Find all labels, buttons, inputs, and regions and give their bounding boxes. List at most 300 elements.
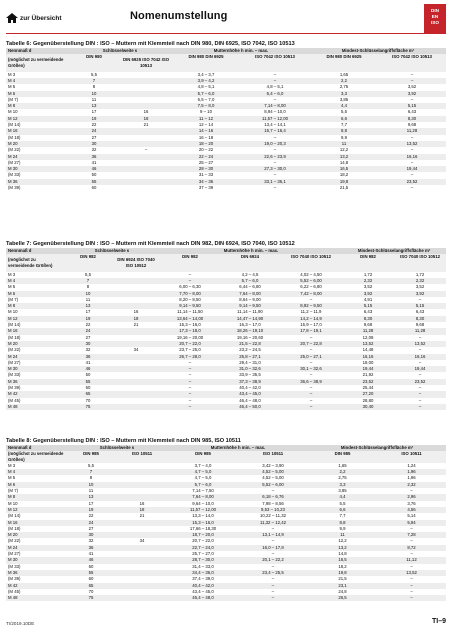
table-cell: 21,92 bbox=[362, 372, 374, 378]
table-row bbox=[6, 404, 446, 410]
table-cell bbox=[112, 404, 160, 410]
table-cell: – bbox=[271, 588, 275, 594]
table-cell: 5,15 bbox=[342, 303, 394, 309]
table-cell: (M 14) bbox=[8, 322, 21, 328]
table-cell: 4,4 bbox=[310, 103, 378, 109]
table-cell: 13,1 – 14,9 bbox=[238, 532, 308, 538]
table-cell: 11 bbox=[310, 141, 378, 147]
table-cell: 22 bbox=[88, 513, 94, 519]
table-cell: 34 – 36 bbox=[172, 179, 240, 185]
table-cell: 4,8 – 5,1 bbox=[197, 84, 215, 90]
table-cell: 6,43 bbox=[407, 109, 417, 115]
table-cell: 24 bbox=[66, 520, 116, 526]
table-cell: 32 bbox=[88, 538, 94, 544]
table-cell: 7 bbox=[66, 469, 116, 475]
table-cell: 11,14 – 11,90 bbox=[237, 309, 263, 315]
table-cell: 7,64 – 8,00 bbox=[168, 494, 238, 500]
table-cell: 8,30 bbox=[378, 116, 446, 122]
table-cell: 15,9 – 17,0 bbox=[300, 322, 322, 328]
table-cell: 60 bbox=[91, 185, 97, 191]
table-cell: 27,3 – 30,0 bbox=[240, 166, 310, 172]
table-cell: 11,2 – 11,9 bbox=[300, 309, 322, 315]
table-cell: 19,0 – 20,3 bbox=[240, 141, 310, 147]
table-cell: 17 bbox=[85, 309, 91, 315]
table-cell: 3,92 bbox=[394, 291, 446, 297]
table-cell: (M 33) bbox=[8, 372, 21, 378]
table-cell: 7,14 – 8,00 bbox=[240, 103, 310, 109]
table-cell: 41 bbox=[88, 551, 94, 557]
table-cell: – bbox=[410, 525, 413, 531]
table-cell: – bbox=[273, 71, 277, 77]
table-cell: 13 bbox=[64, 303, 112, 309]
table-cell: 22 bbox=[85, 322, 91, 328]
table-cell: – bbox=[271, 551, 275, 557]
table-cell: M 48 bbox=[6, 595, 66, 601]
table-cell: 9,14 – 9,50 bbox=[160, 303, 220, 309]
table-cell: – bbox=[273, 147, 277, 153]
table-cell: 4,52 – 5,00 bbox=[238, 469, 308, 475]
table-cell: 36,6 – 38,9 bbox=[280, 379, 342, 385]
table-cell: 30 bbox=[64, 341, 112, 347]
table-cell: – bbox=[410, 71, 414, 77]
table-cell: 5,7 – 6,0 bbox=[168, 482, 238, 488]
table-7-title: Tabelle 7: Gegenüberstellung DIN : ISO – Muttern mit Klemmteil nach DIN 982, DIN 6924, ISO 7040, ISO 10512 bbox=[6, 241, 295, 247]
table-cell: (M 45) bbox=[8, 397, 21, 403]
table-cell: 21,5 bbox=[338, 576, 347, 582]
table-cell: 7,98 – 8,56 bbox=[262, 500, 284, 506]
din-en-iso-badge: DIN EN ISO bbox=[424, 4, 446, 34]
table-cell: 65 bbox=[66, 583, 116, 589]
table-cell: – bbox=[418, 372, 422, 378]
table-cell: 9,53 – 10,23 bbox=[238, 507, 308, 513]
table-cell: 8,30 bbox=[394, 316, 446, 322]
table-cell: 34 bbox=[139, 538, 145, 544]
table-cell: 5,52 – 6,00 bbox=[238, 482, 308, 488]
table-cell: 41 bbox=[91, 159, 97, 165]
table-cell: – bbox=[160, 391, 220, 397]
table-cell: 16 – 18 bbox=[198, 134, 214, 140]
table-cell: 11,28 bbox=[342, 328, 394, 334]
table-cell: 18,26 – 19,10 bbox=[220, 328, 280, 334]
table-cell: 8,94 – 10,0 bbox=[264, 109, 286, 115]
table-cell: 36 bbox=[68, 154, 120, 160]
table-cell: 6,44 – 6,80 bbox=[239, 284, 261, 290]
table-cell: – bbox=[238, 595, 308, 601]
table-cell: M 5 bbox=[8, 84, 16, 90]
table-cell: 21 bbox=[139, 513, 145, 519]
table-cell: 3,9 – 4,2 bbox=[172, 78, 240, 84]
table-cell: 19 bbox=[66, 507, 116, 513]
table-cell: 13,3 – 14,0 bbox=[192, 513, 214, 519]
table-cell: 1,65 bbox=[338, 462, 347, 468]
table-cell: 7,7 bbox=[339, 513, 346, 519]
table-cell: 22 – 24 bbox=[172, 154, 240, 160]
table-cell: 1,72 bbox=[415, 271, 425, 277]
table-cell: 4,52 – 5,00 bbox=[262, 475, 284, 481]
table-cell: – bbox=[273, 134, 277, 140]
table-cell: M 16 bbox=[6, 328, 64, 334]
table-cell: 8,8 bbox=[310, 128, 378, 134]
table-cell: 46 bbox=[68, 166, 120, 172]
table-cell: 16,16 bbox=[394, 354, 446, 360]
table-cell: 2,96 bbox=[377, 494, 446, 500]
table-cell: – bbox=[418, 359, 422, 365]
table-cell: 10 bbox=[68, 91, 120, 97]
table-cell: 1,96 bbox=[407, 475, 416, 481]
table-cell: 10,22 – 11,32 bbox=[260, 513, 286, 519]
table-row bbox=[6, 185, 446, 191]
table-cell: 16,3 – 17,0 bbox=[239, 322, 261, 328]
table-cell: – bbox=[410, 185, 414, 191]
table-cell: 14,48 bbox=[362, 347, 374, 353]
table-cell: 25,0 – 27,1 bbox=[280, 354, 342, 360]
home-link[interactable] bbox=[6, 13, 62, 23]
table-cell: 25,44 bbox=[362, 385, 374, 391]
table-cell: – bbox=[144, 147, 148, 153]
table-cell: – bbox=[410, 159, 414, 165]
table-cell: 29,4 – 31,0 bbox=[239, 359, 261, 365]
table-cell: – bbox=[309, 334, 313, 340]
table-cell: 18,2 bbox=[338, 563, 347, 569]
table-cell: – bbox=[394, 391, 446, 397]
table-row bbox=[6, 595, 446, 601]
table-cell: 5,4 – 6,0 bbox=[240, 91, 310, 97]
table-cell: M 10 bbox=[8, 109, 18, 115]
table-cell: 13,4 – 14,1 bbox=[264, 122, 286, 128]
table-cell: – bbox=[309, 385, 313, 391]
table-cell: 9,64 – 10,0 bbox=[192, 500, 214, 506]
table-cell: – bbox=[271, 488, 275, 494]
table-cell: (M 14) bbox=[8, 122, 21, 128]
table-cell: M 12 bbox=[6, 507, 66, 513]
table-cell: – bbox=[378, 78, 446, 84]
table-cell: 13 bbox=[66, 494, 116, 500]
table-cell: 9,68 bbox=[407, 122, 417, 128]
table-cell: – bbox=[271, 576, 275, 582]
table-cell: 30,1 – 32,6 bbox=[280, 366, 342, 372]
table-cell: 46 bbox=[64, 366, 112, 372]
table-cell: – bbox=[240, 78, 310, 84]
table-cell: 4,2 – 4,5 bbox=[241, 271, 259, 277]
table-cell: (M 18) bbox=[8, 334, 21, 340]
table-cell: 3,76 bbox=[407, 500, 416, 506]
table-cell: – bbox=[410, 488, 413, 494]
table-6-title: Tabelle 6: Gegenüberstellung DIN : ISO – Muttern mit Klemmteil nach DIN 980, DIN 6925, ISO 7042, ISO 10513 bbox=[6, 41, 295, 47]
table-cell: 30,40 bbox=[342, 404, 394, 410]
table-cell: 60 bbox=[88, 576, 94, 582]
table-8-title: Tabelle 8: Gegenüberstellung DIN : ISO – Muttern mit Klemmteil nach DIN 985, ISO 10511 bbox=[6, 438, 241, 444]
table-cell: 18,7 – 20,0 bbox=[168, 532, 238, 538]
table-cell: 27 bbox=[85, 334, 91, 340]
table-cell: – bbox=[271, 538, 275, 544]
table-cell: 16 bbox=[143, 109, 149, 115]
table-cell: M 6 bbox=[6, 91, 68, 97]
table-cell: 6,18 – 6,76 bbox=[238, 494, 308, 500]
table-cell: 41 bbox=[85, 359, 91, 365]
table-cell: 2,2 bbox=[310, 78, 378, 84]
table-cell: 5,52 – 6,00 bbox=[280, 278, 342, 284]
table-cell: 1,24 bbox=[407, 462, 416, 468]
table-cell: 75 bbox=[64, 404, 112, 410]
table-cell: 12 – 14 bbox=[198, 122, 214, 128]
table-cell: 21,5 bbox=[339, 185, 349, 191]
table-6: Nennmaß d Schlüsselweite s Mutternhöhe h min. – max. Mindest-Schlüsselangriffsfläche m² (möglichst zu vermeidende Größen) DIN 980 DIN 6925 ISO 7042 ISO 10513 DIN 980 DIN 6925 ISO 7042 ISO 10513 DIN 980 DIN 6925 ISO 7042 ISO 10513 M 3 5,5 3,4 – 3,7 – 1,65 – M 4 7 3,9 – 4,2 – 2,2 – M 5 8 4,8 – 5,1 4,8 – 5,1 2,75 3,52 M 6 10 5,7 – 6,0 5,4 – 6,0 3,3 3,92 (M 7) 11 6,5 – 7,0 – 3,85 – M 8 13 7,5 – 8,0 7,14 – 8,00 4,4 5,15 M 10 17 16 9 – 10 8,94 – 10,0 5,5 6,43 M 12 19 18 11 – 12 11,57 – 12,00 6,6 8,30 (M 14) 22 21 12 – 14 13,4 – 14,1 7,7 9,68 M 16 24 14 – 16 15,7 – 16,4 8,8 11,28 (M 18) 27 16 – 18 – 9,9 – M 20 30 18 – 20 19,0 – 20,3 11 13,52 (M 22) 32 – 20 – 22 – 12,2 – M 24 36 22 – 24 22,6 – 23,9 13,2 16,16 (M 27) 41 25 – 27 – 14,8 – M 30 46 28 – 30 27,3 – 30,0 16,5 19,44 (M 33) 50 31 – 33 – 18,2 – M 36 55 34 – 36 33,1 – 36,1 19,8 23,52 (M 39) 60 37 – 39 – 21,5 – bbox=[6, 48, 446, 191]
table-cell: (M 7) bbox=[8, 96, 19, 102]
table-cell: 19,16 – 20,00 bbox=[176, 334, 204, 340]
table-cell: M 16 bbox=[6, 128, 68, 134]
table-cell: 20,7 – 22,0 bbox=[192, 538, 214, 544]
table-cell: M 42 bbox=[6, 391, 64, 397]
table-cell: 30 bbox=[68, 141, 120, 147]
table-cell: 36 bbox=[64, 354, 112, 360]
table-cell: 20 – 22 bbox=[198, 147, 214, 153]
table-cell: 13,2 bbox=[310, 154, 378, 160]
table-cell: 20,7 – 22,8 bbox=[280, 341, 342, 347]
table-cell: 4,02 – 4,50 bbox=[300, 271, 322, 277]
table-cell: 19,8 bbox=[308, 570, 377, 576]
table-cell: 27 bbox=[91, 134, 97, 140]
table-cell: 24 bbox=[64, 328, 112, 334]
table-cell: M 20 bbox=[6, 341, 64, 347]
table-cell: M 12 bbox=[6, 116, 68, 122]
table-cell: – bbox=[410, 563, 413, 569]
table-cell: 32 bbox=[85, 347, 91, 353]
table-cell: 2,32 bbox=[394, 278, 446, 284]
table-cell: 11,32 – 12,42 bbox=[238, 520, 308, 526]
table-cell: (M 22) bbox=[8, 347, 21, 353]
table-cell: (M 27) bbox=[8, 359, 21, 365]
table-cell: 40,4 – 42,0 bbox=[168, 583, 238, 589]
table-cell: 13,52 bbox=[378, 141, 446, 147]
table-cell: – bbox=[280, 404, 342, 410]
table-cell: 19 bbox=[68, 116, 120, 122]
table-cell: (M 7) bbox=[8, 296, 19, 302]
table-cell: 5,5 bbox=[85, 271, 91, 277]
table-cell: M 4 bbox=[6, 278, 64, 284]
table-cell: (M 45) bbox=[8, 588, 21, 594]
table-cell: 6,43 bbox=[415, 309, 425, 315]
table-cell: 40,4 – 42,0 bbox=[239, 385, 261, 391]
table-cell: 3,85 bbox=[338, 488, 347, 494]
table-cell: 13,52 bbox=[342, 341, 394, 347]
table-cell: 16,5 bbox=[310, 166, 378, 172]
table-cell: – bbox=[188, 372, 192, 378]
table-cell: M 24 bbox=[6, 154, 68, 160]
table-cell: M 16 bbox=[6, 520, 66, 526]
table-cell: 26,7 – 28,0 bbox=[160, 354, 220, 360]
table-cell: – bbox=[273, 185, 277, 191]
table-cell: 8 bbox=[89, 475, 93, 481]
table-cell: 8,30 bbox=[342, 316, 394, 322]
table-cell: 16 bbox=[139, 500, 145, 506]
table-cell: 22,6 – 23,9 bbox=[240, 154, 310, 160]
table-cell: 11 bbox=[88, 488, 94, 494]
table-cell: 16,16 bbox=[378, 154, 446, 160]
table-cell: 19,8 bbox=[310, 179, 378, 185]
table-cell: 3,7 – 4,0 bbox=[194, 462, 212, 468]
table-cell: M 30 bbox=[6, 366, 64, 372]
table-cell: – bbox=[410, 576, 413, 582]
table-cell: – bbox=[410, 96, 414, 102]
table-cell: 17 bbox=[88, 500, 94, 506]
table-cell: – bbox=[160, 404, 220, 410]
footer-doc-id: TI/2019.10DE bbox=[6, 621, 35, 626]
table-cell: 5,5 bbox=[341, 109, 347, 115]
table-cell: 6,00 – 6,30 bbox=[179, 284, 201, 290]
table-cell: 50 bbox=[85, 372, 91, 378]
table-cell: 14,2 – 14,9 bbox=[280, 316, 342, 322]
table-cell: 34 bbox=[133, 347, 139, 353]
table-cell: 3,52 bbox=[415, 284, 425, 290]
table-cell: 9,9 bbox=[341, 134, 347, 140]
table-cell: 30 bbox=[66, 532, 116, 538]
table-cell: 28,7 – 30,0 bbox=[168, 557, 238, 563]
table-cell: 13,52 bbox=[377, 570, 446, 576]
table-cell: M 10 bbox=[8, 500, 18, 506]
table-cell: 18 – 20 bbox=[172, 141, 240, 147]
table-8: Nennmaß d Schlüsselweite s Mutternhöhe h min. – max. Mindest-Schlüsselangriffsfläche m² (möglichst zu vermeidende Größen) DIN 985 ISO 10511 DIN 985 ISO 10511 DIN 985 ISO 10511 M 3 5,5 3,7 – 4,0 3,42 – 3,90 1,65 1,24 M 4 7 4,7 – 5,0 4,52 – 5,00 2,2 1,96 M 5 8 4,7 – 5,0 4,52 – 5,00 2,75 1,96 M 6 10 5,7 – 6,0 5,52 – 6,00 3,3 2,32 (M 7) 11 7,14 – 7,50 – 3,85 – M 8 13 7,64 – 8,00 6,18 – 6,76 4,4 2,96 M 10 17 16 9,64 – 10,0 7,98 – 8,56 5,5 3,76 M 12 19 18 11,57 – 12,00 9,53 – 10,23 6,6 4,56 (M 14) 22 21 13,3 – 14,0 10,22 – 11,32 7,7 5,14 M 16 24 15,3 – 16,0 11,32 – 12,42 8,8 5,94 (M 18) 27 17,66 – 18,30 – 9,9 – M 20 30 18,7 – 20,0 13,1 – 14,9 11 7,28 (M 22) 32 34 20,7 – 22,0 – 12,2 – M 24 36 22,7 – 24,0 16,0 – 17,8 13,2 8,72 (M 27) 41 25,7 – 27,0 – 14,8 – M 30 46 28,7 – 30,0 20,1 – 22,2 16,5 11,12 (M 33) 50 31,4 – 33,0 – 18,2 – M 36 55 34,4 – 36,0 23,4 – 25,5 19,8 13,52 (M 39) 60 37,4 – 39,0 – 21,5 – M 42 65 40,4 – 42,0 – 23,1 – (M 45) 70 43,4 – 45,0 – 24,8 – M 48 75 46,4 – 48,0 – 26,5 – bbox=[6, 445, 446, 601]
table-cell: 11,28 bbox=[394, 328, 446, 334]
table-cell: – bbox=[273, 159, 277, 165]
table-cell: 18,2 bbox=[339, 172, 349, 178]
table-cell: 11,12 bbox=[377, 557, 446, 563]
table-cell: – bbox=[410, 538, 413, 544]
table-cell: – bbox=[309, 372, 313, 378]
table-cell: M 3 bbox=[8, 71, 16, 77]
table-cell: 14,8 bbox=[338, 551, 347, 557]
table-8-section bbox=[6, 437, 446, 601]
table-cell: 55 bbox=[66, 570, 116, 576]
table-cell: 4,7 – 5,0 bbox=[194, 475, 212, 481]
table-cell: 37 – 39 bbox=[198, 185, 214, 191]
table-cell: 13 bbox=[68, 103, 120, 109]
table-cell: 5,5 bbox=[339, 500, 346, 506]
table-cell: 25,7 – 27,0 bbox=[192, 551, 214, 557]
table-cell: – bbox=[418, 397, 422, 403]
table-cell: 11 bbox=[308, 532, 377, 538]
table-cell: 75 bbox=[66, 595, 116, 601]
table-cell: 1,96 bbox=[377, 469, 446, 475]
table-cell: M 5 bbox=[8, 475, 16, 481]
table-cell: 11 – 12 bbox=[172, 116, 240, 122]
table-cell: – bbox=[160, 379, 220, 385]
table-cell: – bbox=[271, 525, 275, 531]
table-cell: – bbox=[280, 391, 342, 397]
table-cell bbox=[116, 595, 168, 601]
table-cell: (M 18) bbox=[8, 134, 21, 140]
home-link-label: zur Übersicht bbox=[20, 14, 62, 22]
table-cell: M 5 bbox=[8, 284, 16, 290]
table-cell: 37,3 – 38,9 bbox=[220, 379, 280, 385]
table-cell: – bbox=[273, 96, 277, 102]
table-cell: 50 bbox=[91, 172, 97, 178]
table-cell: 13,52 bbox=[394, 341, 446, 347]
table-cell: 21 bbox=[133, 322, 139, 328]
table-cell: 8,8 bbox=[308, 520, 377, 526]
table-cell: 6,5 – 7,0 bbox=[197, 96, 215, 102]
table-cell: 14 – 16 bbox=[172, 128, 240, 134]
table-cell: 7,7 bbox=[341, 122, 347, 128]
table-cell: 8,92 – 9,50 bbox=[280, 303, 342, 309]
table-cell: (M 27) bbox=[8, 159, 21, 165]
table-cell: M 24 bbox=[6, 545, 66, 551]
table-cell: 70 bbox=[88, 588, 94, 594]
table-cell: M 30 bbox=[6, 166, 68, 172]
table-cell: M 36 bbox=[6, 179, 68, 185]
table-cell: 50 bbox=[88, 563, 94, 569]
table-cell: – bbox=[410, 588, 413, 594]
table-cell: 3,52 bbox=[407, 84, 417, 90]
table-cell: 22 bbox=[91, 122, 97, 128]
table-cell: 6,6 bbox=[308, 507, 377, 513]
table-cell: M 4 bbox=[6, 78, 68, 84]
table-cell: 4,91 bbox=[363, 296, 373, 302]
header-divider bbox=[6, 33, 446, 34]
table-cell: 22,7 – 24,0 bbox=[168, 545, 238, 551]
table-cell: 60 bbox=[85, 385, 91, 391]
table-cell: M 8 bbox=[6, 494, 66, 500]
table-cell: 12,08 bbox=[362, 334, 374, 340]
table-cell: 18 bbox=[120, 116, 172, 122]
table-cell: 46,4 – 50,0 bbox=[220, 404, 280, 410]
table-cell: 18 bbox=[112, 316, 160, 322]
table-cell: – bbox=[410, 172, 414, 178]
table-cell: 9,68 bbox=[363, 322, 373, 328]
table-cell: – bbox=[160, 366, 220, 372]
table-cell: 23,2 – 24,5 bbox=[239, 347, 261, 353]
table-cell: 14,8 bbox=[339, 159, 349, 165]
table-cell: 5,7 – 6,0 bbox=[172, 91, 240, 97]
table-cell: 31 – 33 bbox=[198, 172, 214, 178]
table-cell: 5,7 – 6,0 bbox=[220, 278, 280, 284]
table-cell: 4,8 – 5,1 bbox=[266, 84, 284, 90]
table-cell: 1,72 bbox=[363, 271, 373, 277]
table-cell: – bbox=[410, 134, 414, 140]
table-cell: 7,14 – 7,50 bbox=[192, 488, 214, 494]
table-cell: 5,94 bbox=[377, 520, 446, 526]
table-cell: 18 bbox=[116, 507, 168, 513]
table-cell: 9 – 10 bbox=[200, 109, 212, 115]
table-cell: – bbox=[309, 347, 313, 353]
table-cell: 19,44 bbox=[342, 366, 394, 372]
table-cell: (M 27) bbox=[8, 551, 21, 557]
table-cell: 10 bbox=[64, 291, 112, 297]
table-cell: 23,4 – 25,5 bbox=[238, 570, 308, 576]
table-cell: 11 bbox=[91, 96, 97, 102]
table-cell: 3,4 – 3,7 bbox=[197, 71, 215, 77]
table-cell: 4,7 – 5,0 bbox=[168, 469, 238, 475]
table-cell: 23,1 bbox=[308, 583, 377, 589]
table-cell: M 10 bbox=[8, 309, 18, 315]
table-6-section bbox=[6, 40, 446, 191]
table-cell: 33,9 – 35,5 bbox=[239, 372, 261, 378]
table-cell: 15,3 – 16,0 bbox=[168, 520, 238, 526]
table-cell: – bbox=[309, 359, 313, 365]
table-cell: – bbox=[418, 296, 422, 302]
table-cell: 16,5 bbox=[308, 557, 377, 563]
table-cell: M 8 bbox=[6, 303, 64, 309]
table-cell: 33,1 – 36,1 bbox=[240, 179, 310, 185]
table-cell: 19,44 bbox=[394, 366, 446, 372]
table-cell: 46,4 – 48,0 bbox=[239, 397, 261, 403]
table-cell: 32 bbox=[91, 147, 97, 153]
table-cell: 5,15 bbox=[378, 103, 446, 109]
table-cell: – bbox=[271, 563, 275, 569]
table-cell: 7,28 bbox=[377, 532, 446, 538]
table-cell: 12,2 bbox=[338, 538, 347, 544]
home-icon bbox=[6, 13, 18, 23]
table-cell: 5,5 bbox=[91, 71, 97, 77]
